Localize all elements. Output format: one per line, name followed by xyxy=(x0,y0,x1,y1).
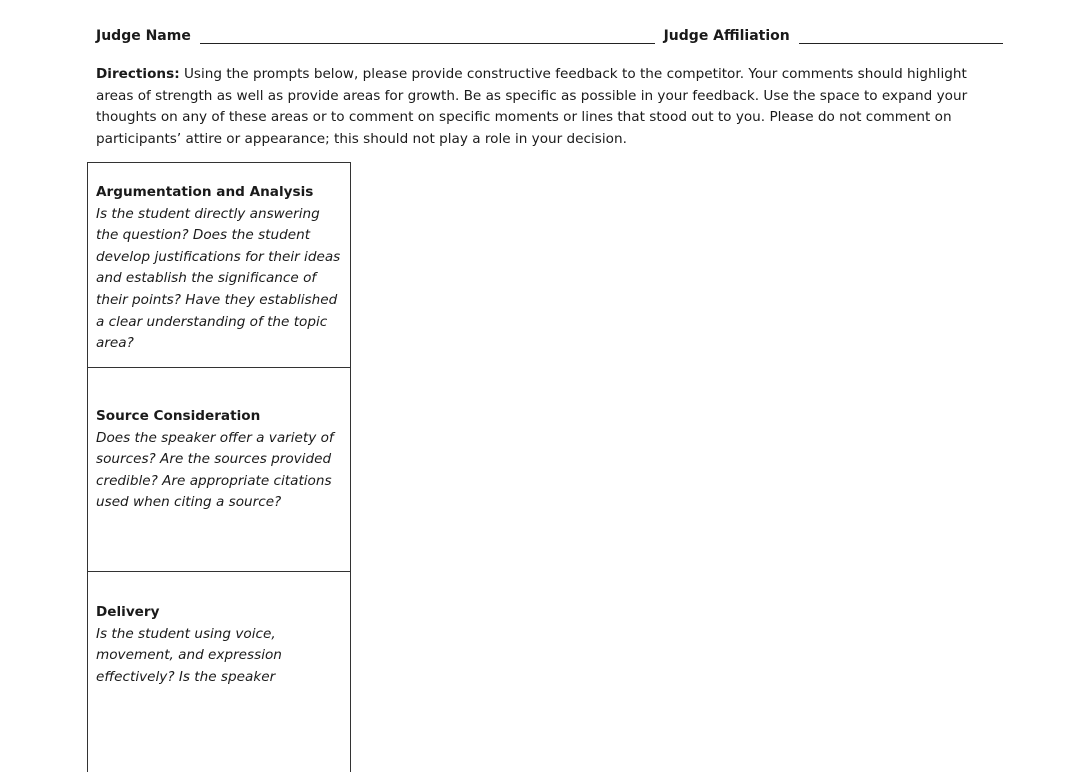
criteria-cell-argumentation xyxy=(88,163,350,368)
criteria-cell-source xyxy=(88,368,350,572)
judge-info-line xyxy=(96,28,976,48)
judge-name-label: Judge Name xyxy=(96,28,191,44)
criteria-title: Source Consideration xyxy=(96,408,261,424)
directions-label: Directions: xyxy=(96,66,180,82)
judge-name-field[interactable] xyxy=(200,29,655,44)
directions-paragraph xyxy=(96,64,981,150)
criteria-description: Is the student directly answering the question? Does the student develop justifications for their ideas and establish the significance of their points? Have they established a clear understanding of the topic area? xyxy=(96,205,341,352)
criteria-cell-delivery xyxy=(88,572,350,772)
criteria-description: Does the speaker offer a variety of sources? Are the sources provided credible? Are appropriate citations used when citing a source? xyxy=(96,429,334,511)
judge-affiliation-field[interactable] xyxy=(799,29,1003,44)
directions-text: Using the prompts below, please provide constructive feedback to the competitor. Your comments should highlight areas of strength as well as provide areas for growth. Be as specific as possible in your feedback. Use the space to expand your thoughts on any of these areas or to comment on specific moments or lines that stood out to you. Please do not comment on participants’ attire or appearance; this should not play a role in your decision. xyxy=(96,66,968,147)
criteria-table xyxy=(87,162,351,772)
criteria-title: Argumentation and Analysis xyxy=(96,184,314,200)
criteria-description: Is the student using voice, movement, and expression effectively? Is the speaker xyxy=(96,625,282,685)
criteria-title: Delivery xyxy=(96,604,160,620)
judge-affiliation-label: Judge Affiliation xyxy=(663,28,790,44)
